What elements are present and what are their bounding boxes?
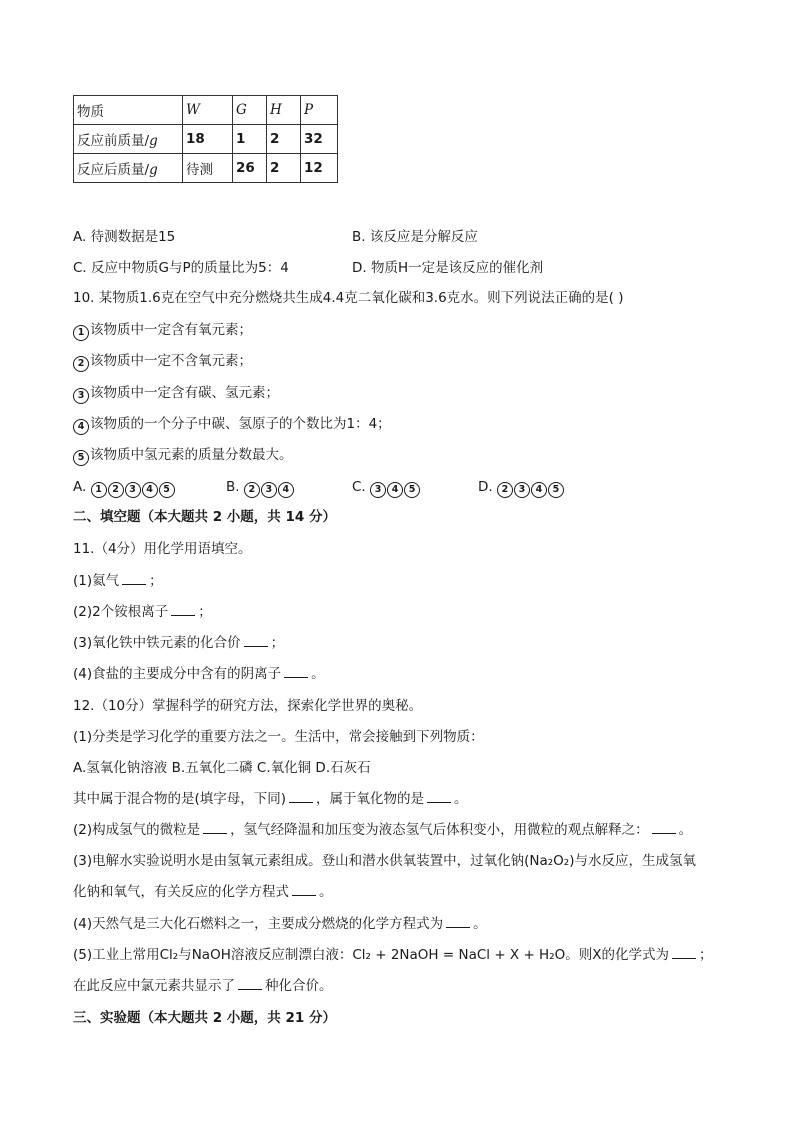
circled-number: 2: [244, 482, 260, 498]
table-cell: G: [233, 96, 267, 125]
answer-blank[interactable]: [652, 821, 676, 834]
item-text: (4)天然气是三大化石燃料之一，主要成分燃烧的化学方程式为: [73, 916, 444, 932]
item-text: ，属于氧化物的是: [316, 791, 425, 807]
table-cell: 32: [301, 125, 338, 154]
answer-blank[interactable]: [203, 821, 227, 834]
item-text: 该物质中氢元素的质量分数最大。: [90, 447, 293, 463]
option-letter: B.: [226, 479, 240, 495]
answer-blank[interactable]: [289, 790, 313, 803]
table-cell: 12: [301, 154, 338, 183]
item-punct: ；: [699, 947, 713, 963]
item-punct: ；: [270, 635, 285, 651]
item-punct: ；: [149, 573, 163, 589]
item-punct: 。: [678, 822, 693, 838]
item-text: (2)构成氢气的微粒是: [73, 822, 201, 838]
circled-number: 5: [404, 482, 420, 498]
circled-number: 3: [73, 388, 89, 404]
answer-blank[interactable]: [427, 790, 451, 803]
answer-blank[interactable]: [244, 634, 268, 647]
item-punct: ；: [198, 604, 212, 620]
table-cell: 18: [183, 125, 233, 154]
table-row: [74, 154, 338, 183]
q11-item: [73, 664, 325, 684]
circled-number: 3: [514, 482, 530, 498]
circled-number: 4: [387, 482, 403, 498]
item-text: (2)2个铵根离子: [73, 604, 169, 620]
unit: g: [149, 162, 158, 178]
answer-blank[interactable]: [171, 603, 195, 616]
q10-item: [73, 445, 293, 466]
table-cell: [74, 125, 183, 154]
q10-item: [73, 320, 252, 341]
q12-part4: [73, 914, 487, 934]
q11-item: [73, 602, 212, 622]
answer-blank[interactable]: [446, 915, 470, 928]
answer-blank[interactable]: [292, 883, 316, 896]
circled-number: 4: [531, 482, 547, 498]
table-cell: W: [183, 96, 233, 125]
item-text: 该物质中一定不含氧元素；: [90, 353, 252, 369]
item-text: ，氢气经降温和加压变为液态氢气后体积变小，用微粒的观点解释之：: [230, 822, 649, 838]
answer-blank[interactable]: [238, 977, 262, 990]
q12-part2: [73, 820, 692, 840]
q12-part3-cont: [73, 882, 333, 902]
q12-stem: 12.（10分）掌握科学的研究方法，探索化学世界的奥秘。: [73, 698, 423, 714]
answer-blank[interactable]: [672, 946, 696, 959]
circled-number: 3: [261, 482, 277, 498]
item-text: 种化合价。: [265, 978, 333, 994]
row-label: 反应后质量/: [77, 162, 150, 178]
q9-option-d: D. 物质H一定是该反应的催化剂: [352, 260, 544, 276]
row-label: 反应前质量/: [77, 133, 150, 149]
table-cell: 26: [233, 154, 267, 183]
q10-option-c: [352, 477, 421, 498]
section-heading-experiment: 三、实验题（本大题共 2 小题，共 21 分）: [73, 1010, 336, 1026]
section-heading-fill: 二、填空题（本大题共 2 小题，共 14 分）: [73, 509, 336, 525]
table-cell: 2: [267, 125, 301, 154]
item-text: 其中属于混合物的是(填字母，下同): [73, 791, 287, 807]
q10-item: [73, 414, 391, 435]
q10-item: [73, 383, 279, 404]
q9-option-c: C. 反应中物质G与P的质量比为5：4: [73, 260, 289, 276]
option-letter: D.: [478, 479, 493, 495]
circled-number: 4: [73, 419, 89, 435]
q10-option-a: [73, 477, 176, 498]
item-text: (3)氧化铁中铁元素的化合价: [73, 635, 241, 651]
item-punct: 。: [311, 666, 325, 682]
q10-option-d: [478, 477, 565, 498]
item-punct: 。: [319, 884, 333, 900]
circled-number: 3: [370, 482, 386, 498]
q12-part3: (3)电解水实验说明水是由氢氧元素组成。登山和潜水供氧装置中，过氧化钠(Na₂O₂)与水反应，生成氢氧: [73, 853, 696, 869]
circled-number: 1: [73, 325, 89, 341]
option-letter: C.: [352, 479, 366, 495]
table-row: [74, 125, 338, 154]
item-text: 该物质中一定含有氧元素；: [90, 322, 252, 338]
item-text: 该物质中一定含有碳、氢元素；: [90, 385, 279, 401]
answer-blank[interactable]: [122, 572, 146, 585]
q12-part1: (1)分类是学习化学的重要方法之一。生活中，常会接触到下列物质：: [73, 729, 484, 745]
table-cell: 物质: [74, 96, 183, 125]
q12-part1-list: A.氢氧化钠溶液 B.五氧化二磷 C.氧化铜 D.石灰石: [73, 760, 371, 776]
circled-number: 5: [73, 450, 89, 466]
option-letter: A.: [73, 479, 87, 495]
table-cell: [74, 154, 183, 183]
table-cell: 1: [233, 125, 267, 154]
item-text: 该物质的一个分子中碳、氢原子的个数比为1：4；: [90, 416, 391, 432]
table-cell: P: [301, 96, 338, 125]
unit: g: [149, 133, 158, 149]
item-text: (4)食盐的主要成分中含有的阴离子: [73, 666, 282, 682]
circled-number: 1: [91, 482, 107, 498]
circled-number: 2: [108, 482, 124, 498]
circled-number: 2: [73, 356, 89, 372]
table-cell: 2: [267, 154, 301, 183]
q10-option-b: [226, 477, 295, 498]
q9-option-b: B. 该反应是分解反应: [352, 229, 478, 245]
item-text: (1)氦气: [73, 573, 120, 589]
answer-blank[interactable]: [284, 665, 308, 678]
q11-item: [73, 633, 284, 653]
item-text: (5)工业上常用Cl₂与NaOH溶液反应制漂白液：Cl₂ + 2NaOH = NaCl + X + H₂O。则X的化学式为: [73, 947, 669, 963]
item-text: 化钠和氧气，有关反应的化学方程式: [73, 884, 289, 900]
q9-option-a: A. 待测数据是15: [73, 229, 176, 245]
item-punct: 。: [454, 791, 468, 807]
item-text: 在此反应中氯元素共显示了: [73, 978, 235, 994]
q12-part5: [73, 945, 713, 965]
circled-number: 5: [159, 482, 175, 498]
circled-number: 3: [125, 482, 141, 498]
circled-number: 2: [497, 482, 513, 498]
q10-stem: 10. 某物质1.6克在空气中充分燃烧共生成4.4克二氧化碳和3.6克水。则下列说法正确的是( ): [73, 290, 624, 306]
circled-number: 4: [278, 482, 294, 498]
q12-part1-question: [73, 789, 468, 809]
table-cell: 待测: [183, 154, 233, 183]
q11-item: [73, 571, 163, 591]
mass-table: [73, 95, 338, 183]
table-cell: H: [267, 96, 301, 125]
item-punct: 。: [473, 916, 487, 932]
q11-stem: 11.（4分）用化学用语填空。: [73, 541, 252, 557]
circled-number: 5: [548, 482, 564, 498]
q10-item: [73, 351, 252, 372]
q12-part5-cont: [73, 976, 333, 996]
table-row: [74, 96, 338, 125]
circled-number: 4: [142, 482, 158, 498]
